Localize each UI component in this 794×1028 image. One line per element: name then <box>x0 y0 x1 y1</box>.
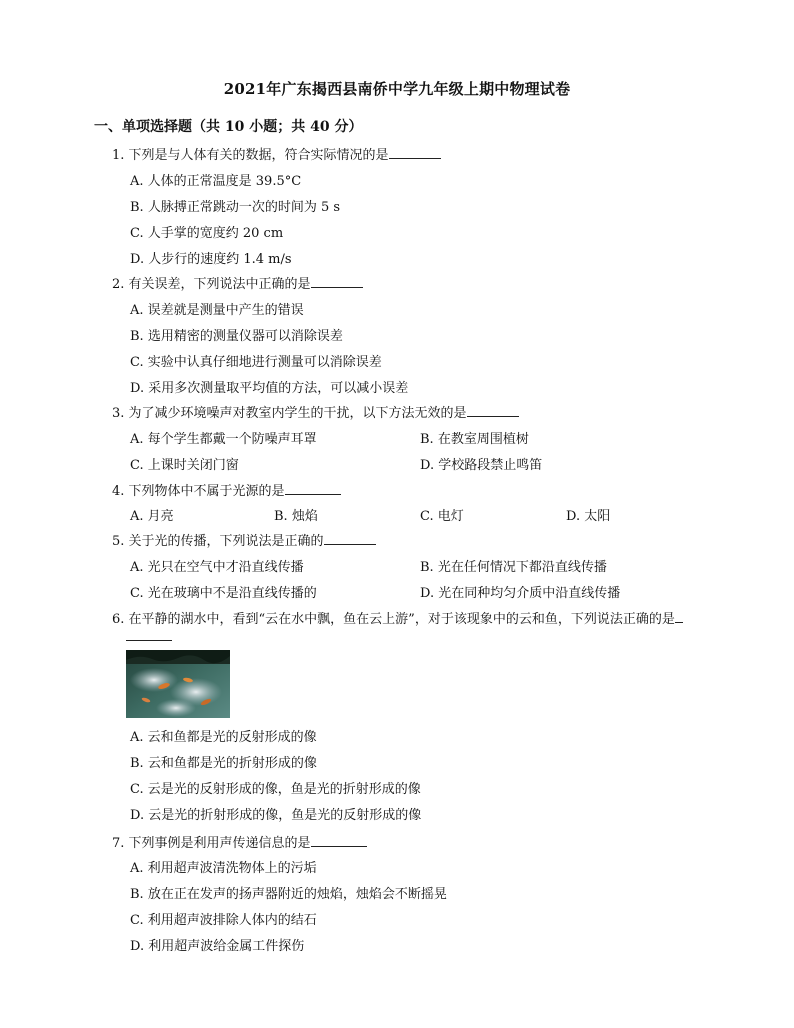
question-5-option-d: D. 光在同种均匀介质中沿直线传播 <box>420 586 621 601</box>
question-5-option-a: A. 光只在空气中才沿直线传播 <box>130 560 304 575</box>
question-1-option-c: C. 人手掌的宽度约 20 cm <box>130 226 284 241</box>
question-4-option-a: A. 月亮 <box>130 509 174 524</box>
question-6-option-d: D. 云是光的折射形成的像，鱼是光的反射形成的像 <box>130 808 422 823</box>
answer-blank <box>311 834 367 847</box>
question-6-option-c: C. 云是光的反射形成的像，鱼是光的折射形成的像 <box>130 782 421 797</box>
question-5-option-b: B. 光在任何情况下都沿直线传播 <box>420 560 607 575</box>
question-2-option-c: C. 实验中认真仔细地进行测量可以消除误差 <box>130 355 382 370</box>
question-4-option-d: D. 太阳 <box>566 509 611 524</box>
question-2-option-a: A. 误差就是测量中产生的错误 <box>130 303 304 318</box>
question-4-option-b: B. 烛焰 <box>274 509 318 524</box>
question-3-option-a: A. 每个学生都戴一个防噪声耳罩 <box>130 432 317 447</box>
answer-blank <box>311 275 363 288</box>
question-1-option-d: D. 人步行的速度约 1.4 m/s <box>130 252 292 267</box>
exam-title: 2021年广东揭西县南侨中学九年级上期中物理试卷 <box>223 80 571 98</box>
question-6-option-a: A. 云和鱼都是光的反射形成的像 <box>130 730 317 745</box>
question-1-option-b: B. 人脉搏正常跳动一次的时间为 5 s <box>130 200 341 215</box>
question-1-option-a: A. 人体的正常温度是 39.5°C <box>130 174 302 189</box>
question-3-stem: 3. 为了减少环境噪声对教室内学生的干扰，以下方法无效的是 <box>112 402 519 421</box>
question-4-option-c: C. 电灯 <box>420 509 464 524</box>
photo-illustration <box>126 650 230 718</box>
answer-blank <box>285 482 341 495</box>
question-6-stem: 6. 在平静的湖水中，看到“云在水中飘，鱼在云上游”，对于该现象中的云和鱼，下列说法正确的是 <box>112 608 683 627</box>
answer-blank <box>467 404 519 417</box>
question-3-option-c: C. 上课时关闭门窗 <box>130 458 239 473</box>
question-3-option-d: D. 学校路段禁止鸣笛 <box>420 458 543 473</box>
question-7-option-d: D. 利用超声波给金属工件探伤 <box>130 939 305 954</box>
answer-blank <box>389 146 441 159</box>
question-5-stem: 5. 关于光的传播，下列说法是正确的 <box>112 530 376 549</box>
lake-cloud-fish-photo <box>126 650 230 718</box>
question-6-option-b: B. 云和鱼都是光的折射形成的像 <box>130 756 317 771</box>
question-1-stem: 1. 下列是与人体有关的数据，符合实际情况的是 <box>112 144 441 163</box>
question-2-option-b: B. 选用精密的测量仪器可以消除误差 <box>130 329 343 344</box>
question-7-stem: 7. 下列事例是利用声传递信息的是 <box>112 832 367 851</box>
question-7-option-b: B. 放在正在发声的扬声器附近的烛焰，烛焰会不断摇晃 <box>130 887 447 902</box>
question-2-stem: 2. 有关误差，下列说法中正确的是 <box>112 273 363 292</box>
question-7-option-c: C. 利用超声波排除人体内的结石 <box>130 913 317 928</box>
question-7-option-a: A. 利用超声波清洗物体上的污垢 <box>130 861 317 876</box>
question-5-option-c: C. 光在玻璃中不是沿直线传播的 <box>130 586 317 601</box>
question-2-option-d: D. 采用多次测量取平均值的方法，可以减小误差 <box>130 381 409 396</box>
answer-blank <box>675 610 683 623</box>
question-6-blank-continued <box>126 628 172 645</box>
answer-blank <box>324 532 376 545</box>
question-4-stem: 4. 下列物体中不属于光源的是 <box>112 480 341 499</box>
section-heading: 一、单项选择题（共 10 小题；共 40 分） <box>94 119 363 135</box>
question-3-option-b: B. 在教室周围植树 <box>420 432 529 447</box>
